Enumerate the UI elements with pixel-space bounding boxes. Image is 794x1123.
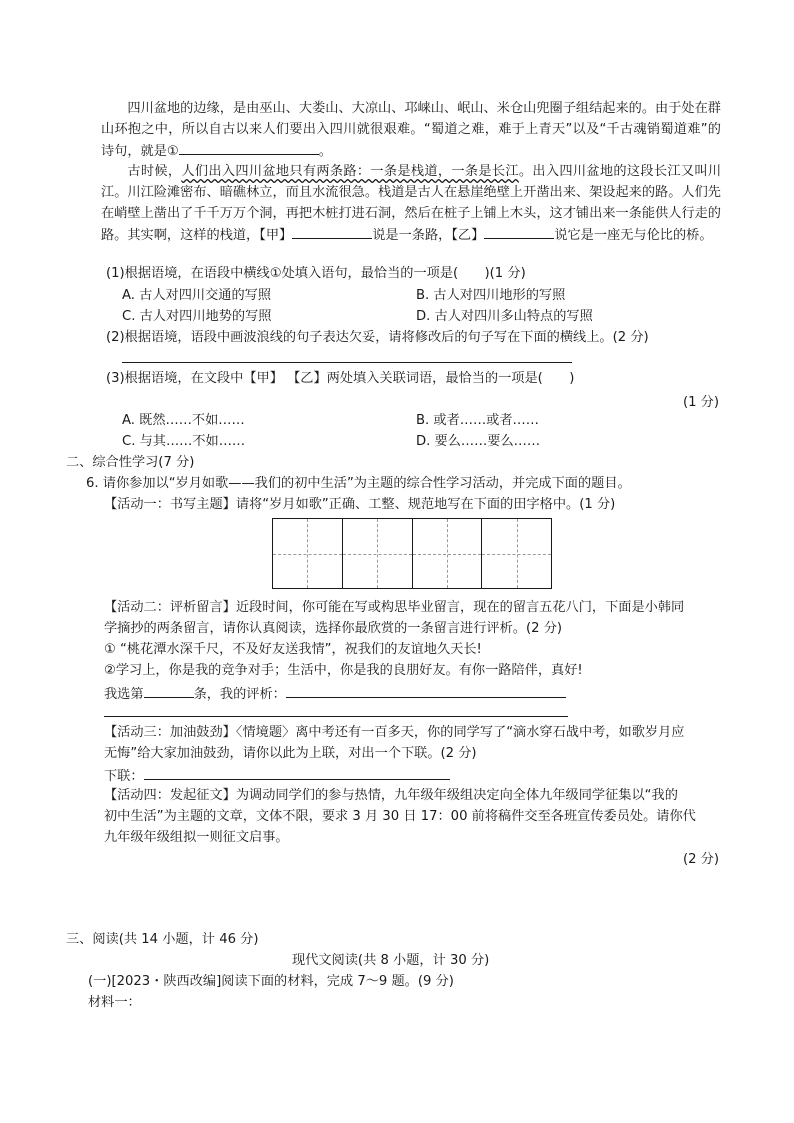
- passage-text: 。: [318, 144, 332, 159]
- question-3-stem: (3)根据语境，在文段中【甲】 【乙】两处填入关联词语，最恰当的一项是( ): [106, 371, 575, 386]
- xialian-blank[interactable]: [144, 765, 450, 780]
- q1-option-d[interactable]: D. 古人对四川多山特点的写照: [416, 309, 593, 324]
- passage-paragraph-1: [101, 98, 721, 162]
- answer-blank-yi[interactable]: [484, 224, 554, 239]
- section-2-title: 二、综合性学习(7 分): [66, 455, 195, 470]
- comment-blank[interactable]: [286, 683, 566, 698]
- q3-score: (1 分): [682, 395, 719, 410]
- section-3-subtitle: 现代文阅读(共 8 小题，计 30 分): [292, 953, 490, 968]
- tianzige-cell[interactable]: [412, 518, 483, 589]
- message-2: ②学习上，你是我的竞争对手；生活中，你是我的良朋好友。有你一路陪伴，真好!: [104, 663, 583, 678]
- passage-text: 四川盆地的边缘，是由巫山、大娄山、大凉山、邛崃山、岷山、米仓山兜圈子组结起来的。由于处在群山环抱之中，所以自古以来人们要出入四川就很艰难。“蜀道之难，难于上青天”以及“千古魂销蜀道难”的诗句，就是①: [101, 101, 721, 159]
- choice-blank[interactable]: [144, 683, 194, 698]
- xialian-line: 下联：: [104, 765, 450, 787]
- q1-option-b[interactable]: B. 古人对四川地形的写照: [416, 288, 566, 303]
- activity-3-line-2: 无悔”给大家加油鼓劲，请你以此为上联，对出一个下联。(2 分): [104, 746, 477, 761]
- tianzige-cell[interactable]: [481, 518, 552, 589]
- answer-blank-1[interactable]: [179, 140, 319, 155]
- activity-4-line-1: 【活动四：发起征文】为调动同学们的参与热情，九年级年级组决定向全体九年级同学征集以“我的: [104, 788, 678, 803]
- q3-option-a[interactable]: A. 既然……不如……: [122, 413, 245, 428]
- question-6-stem: 6. 请你参加以“岁月如歌——我们的初中生活”为主题的综合性学习活动，并完成下面的题目。: [86, 476, 631, 491]
- material-1-label: 材料一：: [88, 995, 141, 1010]
- message-1: ① “桃花潭水深千尺，不及好友送我情”，祝我们的友谊地久天长!: [104, 642, 482, 657]
- activity-2-line-1: 【活动二：评析留言】近段时间，你可能在写或构思毕业留言，现在的留言五花八门，下面是小韩同: [104, 600, 685, 615]
- tianzige-cell[interactable]: [342, 518, 413, 589]
- q1-option-a[interactable]: A. 古人对四川交通的写照: [122, 288, 272, 303]
- question-2-stem: (2)根据语境，语段中画波浪线的句子表达欠妥，请将修改后的句子写在下面的横线上。(2 分): [106, 330, 649, 345]
- q3-option-c[interactable]: C. 与其……不如……: [122, 434, 246, 449]
- passage-paragraph-2: [101, 161, 721, 246]
- activity-3-line-1: 【活动三：加油鼓劲】〈情境题〉离中考还有一百多天，你的同学写了“滴水穿石战中考，如歌岁月应: [104, 725, 685, 740]
- activity-4-line-2: 初中生活”为主题的文章，文体不限，要求 3 月 30 日 17：00 前将稿件交至各班宣传委员处。请你代: [104, 809, 696, 824]
- answer-line-comment[interactable]: [104, 716, 568, 717]
- activity-2-line-2: 学摘抄的两条留言，请你认真阅读，选择你最欣赏的一条留言进行评析。(2 分): [104, 621, 563, 636]
- activity-4-line-3: 九年级年级组拟一则征文启事。: [104, 830, 289, 845]
- q3-option-b[interactable]: B. 或者……或者……: [416, 413, 539, 428]
- activity-1: 【活动一：书写主题】请将“岁月如歌”正确、工整、规范地写在下面的田字格中。(1 分): [104, 497, 616, 512]
- tianzige-grid[interactable]: [272, 518, 555, 589]
- reading-part-1: (一)[2023・陕西改编]阅读下面的材料，完成 7～9 题。(9 分): [88, 974, 454, 989]
- section-3-title: 三、阅读(共 14 小题，计 46 分): [66, 932, 259, 947]
- tianzige-cell[interactable]: [272, 518, 343, 589]
- passage-text: 说是一条路，【乙】: [372, 228, 485, 243]
- question-1-stem: (1)根据语境，在语段中横线①处填入语句，最恰当的一项是( )(1 分): [106, 266, 526, 281]
- passage-text: 古时候，: [127, 164, 182, 179]
- choice-line: 我选第 条，我的评析：: [104, 683, 566, 705]
- wavy-underlined-sentence: 人们出入四川盆地只有两条路：一条是栈道，一条是长江: [181, 164, 519, 179]
- q3-option-d[interactable]: D. 要么……要么……: [416, 434, 541, 449]
- answer-line-q2[interactable]: [122, 362, 572, 363]
- answer-blank-jia[interactable]: [292, 224, 372, 239]
- passage-text: 。出入四川盆地的这段长江又叫川江。川江险滩密布、暗礁林立，而且水流很急。栈道是古人在悬崖绝壁上开凿出来、架设起来的路。人们先在峭壁上凿出了千千万万个洞，再把木桩打进石洞，然后在桩子上铺上木头，这才铺出来一条能供人行走的路。其实啊，这样的栈道，【甲】: [101, 164, 722, 243]
- activity-4-score: (2 分): [682, 852, 719, 867]
- passage-text: 说它是一座无与伦比的桥。: [554, 228, 713, 243]
- q1-option-c[interactable]: C. 古人对四川地势的写照: [122, 309, 272, 324]
